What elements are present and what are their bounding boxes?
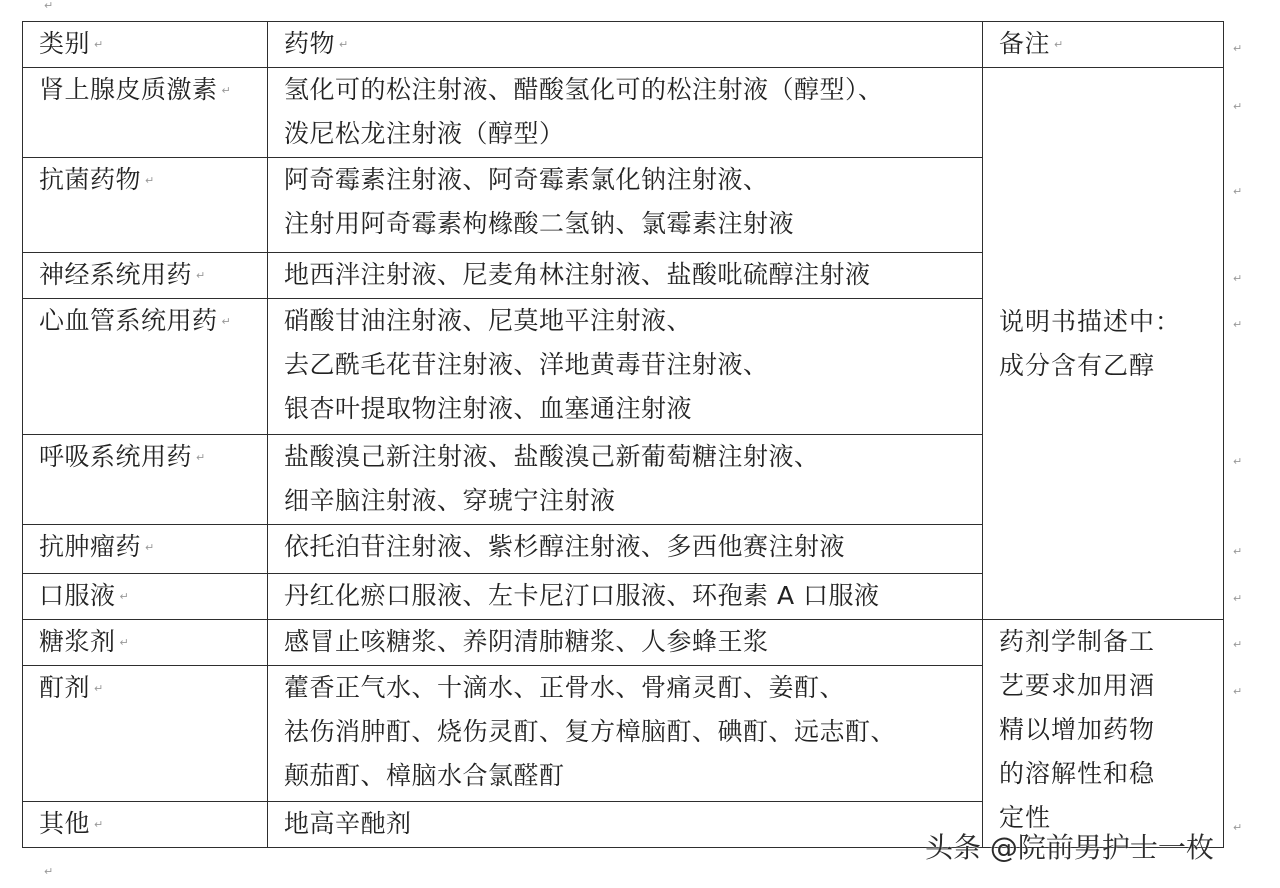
row-end-mark: ↵ — [1233, 100, 1243, 113]
remark-alcohol — [983, 620, 1224, 848]
drug-line: 细辛脑注射液、穿琥宁注射液 — [284, 486, 616, 515]
drug-line: 泼尼松龙注射液（醇型） — [284, 119, 565, 148]
row-category: 心血管系统用药 ↵ — [23, 299, 268, 435]
row-drugs — [268, 68, 983, 158]
row-category: 呼吸系统用药 ↵ — [23, 435, 268, 525]
drug-line: 氢化可的松注射液、醋酸氢化可的松注射液（醇型）、 — [284, 75, 884, 104]
row-drugs — [268, 802, 983, 848]
row-drugs — [268, 299, 983, 435]
remark-line: 说明书描述中： — [999, 306, 1182, 336]
remark-line: 艺要求加用酒 — [999, 671, 1156, 700]
drug-line: 颠茄酊、樟脑水合氯醛酊 — [284, 761, 565, 790]
remark-line: 成分含有乙醇 — [999, 350, 1156, 380]
row-end-mark: ↵ — [1233, 42, 1243, 55]
drug-line: 去乙酰毛花苷注射液、洋地黄毒苷注射液、 — [284, 350, 769, 379]
row-category: 肾上腺皮质激素 ↵ — [23, 68, 268, 158]
row-category: 糖浆剂 ↵ — [23, 620, 268, 666]
drug-line: 注射用阿奇霉素枸橼酸二氢钠、氯霉素注射液 — [284, 209, 795, 238]
row-drugs — [268, 525, 983, 574]
remark-line: 药剂学制备工 — [999, 627, 1156, 656]
paragraph-mark-top: ↵ — [44, 0, 54, 12]
row-drugs — [268, 158, 983, 253]
row-category: 抗菌药物 ↵ — [23, 158, 268, 253]
row-drugs — [268, 253, 983, 299]
row-end-mark: ↵ — [1233, 455, 1243, 468]
drug-line: 依托泊苷注射液、紫杉醇注射液、多西他赛注射液 — [284, 532, 846, 561]
row-end-mark: ↵ — [1233, 821, 1243, 834]
row-category: 其他 ↵ — [23, 802, 268, 848]
row-end-marks — [1233, 0, 1245, 888]
row-drugs — [268, 574, 983, 620]
row-category: 酊剂 ↵ — [23, 666, 268, 802]
header-drugs: 药物 ↵ — [268, 22, 983, 68]
remark-line: 的溶解性和稳 — [999, 759, 1156, 788]
drug-category-table — [22, 21, 1224, 848]
drug-line: 丹红化瘀口服液、左卡尼汀口服液、环孢素 A 口服液 — [284, 581, 880, 610]
row-category: 神经系统用药 ↵ — [23, 253, 268, 299]
drug-line: 地西泮注射液、尼麦角林注射液、盐酸吡硫醇注射液 — [284, 260, 871, 289]
table-header-row — [23, 22, 1224, 68]
drug-line: 硝酸甘油注射液、尼莫地平注射液、 — [284, 306, 693, 335]
row-drugs — [268, 435, 983, 525]
remark-ethanol — [983, 68, 1224, 620]
table-row — [23, 68, 1224, 158]
header-remark: 备注 ↵ — [983, 22, 1224, 68]
row-end-mark: ↵ — [1233, 318, 1243, 331]
remark-line: 定性 — [999, 803, 1052, 832]
row-end-mark: ↵ — [1233, 545, 1243, 558]
drug-line: 感冒止咳糖浆、养阴清肺糖浆、人参蜂王浆 — [284, 627, 769, 656]
row-drugs — [268, 666, 983, 802]
row-end-mark: ↵ — [1233, 638, 1243, 651]
row-end-mark: ↵ — [1233, 592, 1243, 605]
row-end-mark: ↵ — [1233, 185, 1243, 198]
header-category: 类别 ↵ — [23, 22, 268, 68]
drug-line: 银杏叶提取物注射液、血塞通注射液 — [284, 394, 693, 423]
row-category: 抗肿瘤药 ↵ — [23, 525, 268, 574]
row-drugs — [268, 620, 983, 666]
drug-line: 地高辛酏剂 — [284, 809, 412, 838]
row-end-mark: ↵ — [1233, 272, 1243, 285]
row-end-mark: ↵ — [1233, 685, 1243, 698]
drug-line: 盐酸溴己新注射液、盐酸溴己新葡萄糖注射液、 — [284, 442, 820, 471]
remark-line: 精以增加药物 — [999, 715, 1156, 744]
row-category: 口服液 ↵ — [23, 574, 268, 620]
watermark: 头条 @院前男护士一枚 — [925, 831, 1214, 864]
paragraph-mark-bottom: ↵ — [44, 865, 54, 878]
drug-line: 祛伤消肿酊、烧伤灵酊、复方樟脑酊、碘酊、远志酊、 — [284, 717, 897, 746]
table-row — [23, 620, 1224, 666]
drug-line: 阿奇霉素注射液、阿奇霉素氯化钠注射液、 — [284, 165, 769, 194]
drug-line: 藿香正气水、十滴水、正骨水、骨痛灵酊、姜酊、 — [284, 673, 846, 702]
